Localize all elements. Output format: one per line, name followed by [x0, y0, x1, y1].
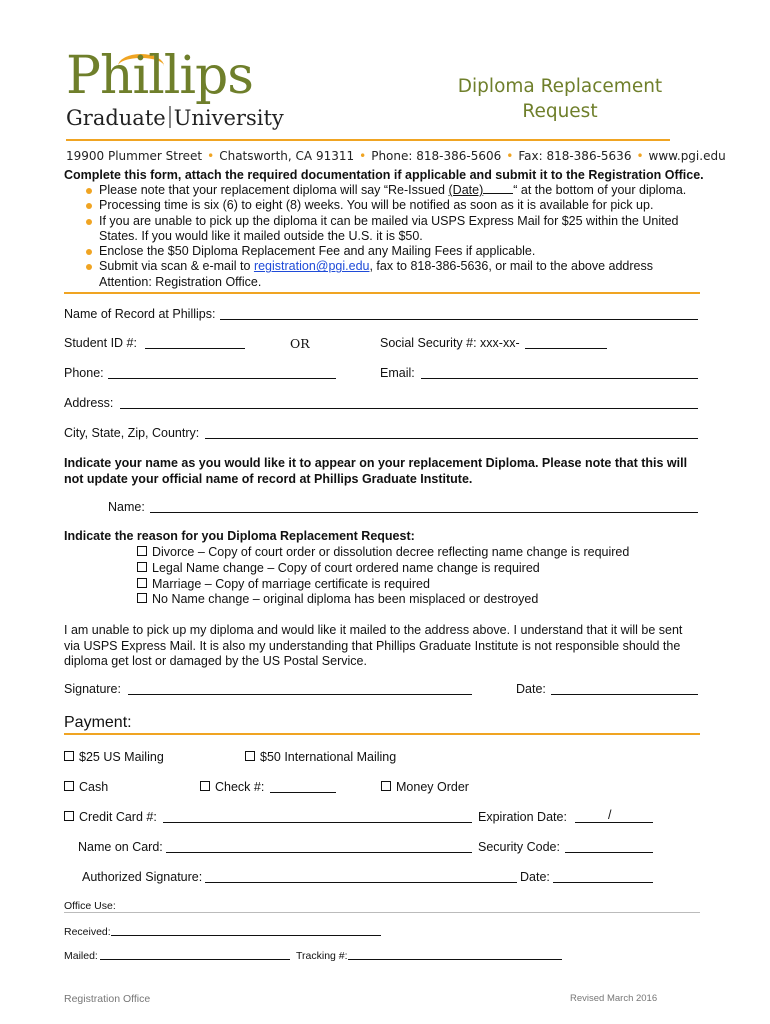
reason-option-label: Divorce – Copy of court order or dissolution decree reflecting name change is required [152, 545, 630, 559]
address-field[interactable] [120, 395, 698, 409]
check-option[interactable] [200, 780, 264, 794]
checkbox[interactable] [137, 593, 147, 603]
phone-field[interactable] [108, 365, 336, 379]
ssn-field[interactable] [525, 335, 607, 349]
auth-signature-label: Authorized Signature: [82, 870, 203, 884]
reason-option-marriage[interactable] [137, 577, 629, 593]
payment-rule [64, 733, 700, 735]
signature-label: Signature: [64, 682, 121, 696]
list-item: If you are unable to pick up the diploma it can be mailed via USPS Express Mail for $25 within the United [86, 214, 706, 229]
reason-options [137, 545, 629, 608]
instructions-list [86, 183, 706, 290]
received-field[interactable] [111, 924, 381, 936]
name-of-record-label: Name of Record at Phillips: [64, 307, 216, 321]
statement-line: via USPS Express Mail. It is also my understanding that Phillips Graduate Institute is not responsible should the [64, 638, 681, 653]
security-code-label: Security Code: [478, 840, 560, 854]
mailed-field[interactable] [100, 948, 290, 960]
credit-card-number-field[interactable] [163, 809, 472, 823]
or-label: OR [290, 336, 310, 351]
statement-line: diploma get lost or damaged by the US Postal Service. [64, 654, 367, 668]
section-rule [64, 292, 700, 294]
reason-option-label: Marriage – Copy of marriage certificate is required [152, 576, 430, 591]
checkbox[interactable] [137, 578, 147, 588]
bullet-icon: • [359, 149, 367, 163]
logo-wordmark: Phillips [66, 46, 253, 106]
checkbox[interactable] [64, 811, 74, 821]
list-item-text: Please note that your replacement diploma will say “Re-Issued [99, 183, 446, 197]
auth-signature-field[interactable] [205, 869, 517, 883]
mailing-statement [64, 623, 682, 670]
ssn-label: Social Security #: xxx-xx- [380, 336, 520, 350]
reason-option-legal-name[interactable] [137, 561, 629, 577]
address-fax: Fax: 818-386-5636 [518, 149, 632, 163]
expiration-label: Expiration Date: [478, 810, 567, 824]
office-use-label: Office Use: [64, 900, 116, 912]
expiration-separator: / [608, 808, 612, 822]
reissued-date-blank: (Date) [448, 183, 484, 197]
us-mailing-option[interactable] [64, 750, 164, 764]
list-item [86, 183, 706, 198]
cash-option[interactable] [64, 780, 108, 794]
expiration-field[interactable] [575, 809, 653, 823]
address-street: 19900 Plummer Street [66, 149, 203, 163]
date-field[interactable] [551, 681, 698, 695]
option-label: $25 US Mailing [79, 750, 164, 764]
list-item-text: “ at the bottom of your diploma. [513, 183, 687, 197]
document-title [440, 74, 680, 124]
city-state-label: City, State, Zip, Country: [64, 426, 200, 440]
logo-subtitle-right: University [173, 106, 284, 130]
option-label: Credit Card #: [79, 810, 157, 824]
instruction-line: Indicate your name as you would like it to appear on your replacement Diploma. Please note that this will [64, 456, 688, 470]
tracking-field[interactable] [348, 948, 562, 960]
document-title-line2: Request [522, 101, 598, 122]
registration-email-link[interactable]: registration@pgi.edu [253, 259, 370, 274]
option-label: Check #: [215, 780, 265, 794]
diploma-name-label: Name: [108, 500, 145, 514]
check-number-field[interactable] [270, 779, 336, 793]
checkbox[interactable] [245, 751, 255, 761]
date-label: Date: [516, 682, 546, 696]
footer-right: Revised March 2016 [570, 993, 658, 1004]
instructions-intro: Complete this form, attach the required documentation if applicable and submit it to the Registration Office. [64, 168, 704, 182]
phone-label: Phone: [64, 366, 104, 380]
reason-option-label: No Name change – original diploma has been misplaced or destroyed [152, 592, 539, 607]
office-use-rule [64, 912, 700, 913]
address-bar [66, 149, 726, 163]
reason-option-divorce[interactable] [137, 545, 629, 561]
list-item-continuation: States. If you would like it mailed outside the U.S. it is $50. [99, 228, 423, 243]
blank-line [483, 183, 513, 194]
received-label: Received: [64, 926, 111, 938]
checkbox[interactable] [137, 562, 147, 572]
list-item: Enclose the $50 Diploma Replacement Fee and any Mailing Fees if applicable. [86, 244, 706, 259]
list-item-text: , fax to 818-386-5636, or mail to the above address [369, 259, 653, 274]
mailed-label: Mailed: [64, 950, 98, 962]
diploma-name-field[interactable] [150, 499, 698, 513]
payment-heading: Payment: [64, 714, 132, 731]
email-field[interactable] [421, 365, 698, 379]
checkbox[interactable] [64, 751, 74, 761]
list-item: Processing time is six (6) to eight (8) weeks. You will be notified as soon as it is available for pick up. [86, 198, 706, 213]
logo-divider [169, 106, 171, 128]
checkbox[interactable] [137, 546, 147, 556]
student-id-field[interactable] [145, 335, 245, 349]
reason-option-no-name-change[interactable] [137, 592, 629, 608]
payment-date-field[interactable] [553, 869, 653, 883]
payment-date-label: Date: [520, 870, 550, 884]
checkbox[interactable] [200, 781, 210, 791]
statement-line: I am unable to pick up my diploma and would like it mailed to the address above. I understand that it will be sent [64, 623, 683, 637]
signature-field[interactable] [128, 681, 472, 695]
address-phone: Phone: 818-386-5606 [371, 149, 502, 163]
list-item [86, 259, 706, 274]
option-label: Cash [79, 780, 109, 794]
student-id-label: Student ID #: [64, 336, 137, 350]
instruction-line: not update your official name of record at Phillips Graduate Institute. [64, 471, 473, 486]
bullet-icon: • [207, 149, 215, 163]
diploma-name-instruction [64, 456, 687, 487]
option-label: Money Order [396, 780, 469, 794]
city-state-field[interactable] [205, 425, 698, 439]
reason-option-label: Legal Name change – Copy of court ordered name change is required [152, 560, 540, 575]
checkbox[interactable] [381, 781, 391, 791]
bullet-icon: • [506, 149, 514, 163]
bullet-icon: • [636, 149, 644, 163]
security-code-field[interactable] [565, 839, 653, 853]
credit-card-option[interactable] [64, 810, 157, 824]
address-web: www.pgi.edu [648, 149, 726, 163]
money-order-option[interactable] [381, 780, 469, 794]
footer-left: Registration Office [64, 993, 151, 1005]
name-on-card-label: Name on Card: [78, 840, 163, 854]
tracking-label: Tracking #: [296, 950, 348, 962]
reason-heading: Indicate the reason for you Diploma Replacement Request: [64, 529, 415, 543]
email-label: Email: [380, 366, 415, 380]
list-item-text: Submit via scan & e-mail to [99, 259, 251, 274]
list-item-continuation: Attention: Registration Office. [99, 274, 262, 289]
name-of-record-field[interactable] [220, 306, 698, 320]
address-city: Chatsworth, CA 91311 [219, 149, 355, 163]
address-label: Address: [64, 396, 114, 410]
checkbox[interactable] [64, 781, 74, 791]
document-title-line1: Diploma Replacement [457, 76, 663, 97]
intl-mailing-option[interactable] [245, 750, 396, 764]
logo-subtitle [66, 106, 284, 130]
header-rule [66, 139, 670, 141]
option-label: $50 International Mailing [260, 750, 397, 764]
logo-subtitle-left: Graduate [66, 106, 166, 130]
name-on-card-field[interactable] [166, 839, 472, 853]
